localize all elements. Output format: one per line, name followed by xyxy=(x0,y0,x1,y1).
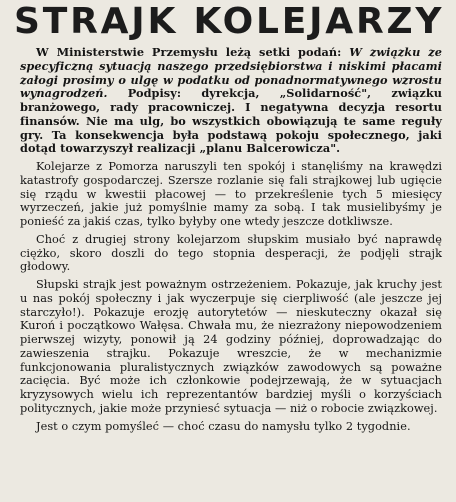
lead-quote: W związku ze specyficzną sytuacją naszego przedsiębiorstwa i niskimi płacami załogi prosimy o ulgę w podatku od ponadnormatywnego wzrostu wynagrodzeń. xyxy=(20,45,442,101)
article-headline: STRAJK KOLEJARZY xyxy=(14,1,445,42)
body-paragraph-1: Kolejarze z Pomorza naruszyli ten spokój i stanęliśmy na krawędzi katastrofy gospodarczej. Szersze rozlanie się fali strajkowej lub ugięcie się rządu w kwestii płacowej — to przekreślenie tych 5 miesięcy wyrzeczeń, jakie już pomyślnie mamy za sobą. I tak musielibyśmy je ponieść za jakiś czas, tylko byłyby one wtedy jeszcze dotkliwsze. xyxy=(20,160,442,228)
lead-paragraph xyxy=(20,46,442,156)
body-paragraph-4: Jest o czym pomyśleć — choć czasu do namysłu tylko 2 tygodnie. xyxy=(36,419,411,433)
article-body xyxy=(20,46,442,437)
body-paragraph-2: Choć z drugiej strony kolejarzom słupskim musiało być naprawdę ciężko, skoro doszli do tego stopnia desperacji, że podjęli strajk głodowy. xyxy=(20,232,442,274)
body-paragraph-3: Słupski strajk jest poważnym ostrzeżeniem. Pokazuje, jak kruchy jest u nas pokój społeczny i jak wyczerpuje się cierpliwość (ale jeszcze jej starczyło!). Pokazuje erozję autorytetów — nieskuteczny okazał się Kuroń i początkowo Wałęsa. Chwała mu, że niezrażony niepowodzeniem pierwszej wizyty, ponowił ją 24 godziny później, doprowadzając do zawieszenia strajku. Pokazuje wreszcie, że w mechanizmie funkcjonowania pluralistycznych związków zawodowych są poważne zacięcia. Być może ich członkowie podejrzewają, że w sytuacjach kryzysowych wielu ich reprezentantów bardziej myśli o korzyściach politycznych, jakie może przyniesć sytuacja — niż o robocie związkowej. xyxy=(20,278,442,415)
lead-rest: Podpisy: dyrekcja, „Solidarność", związku branżowego, rady pracowniczej. I negatywna decyzja resortu finansów. Nie ma ulg, bo wszystkich obowiązują te same reguły gry. Ta konsekwencja była podstawą pokoju społecznego, jaki dotąd towarzyszył realizacji „planu Balcerowicza". xyxy=(20,86,442,156)
lead-intro: W Ministerstwie Przemysłu leżą setki podań: xyxy=(36,45,350,59)
